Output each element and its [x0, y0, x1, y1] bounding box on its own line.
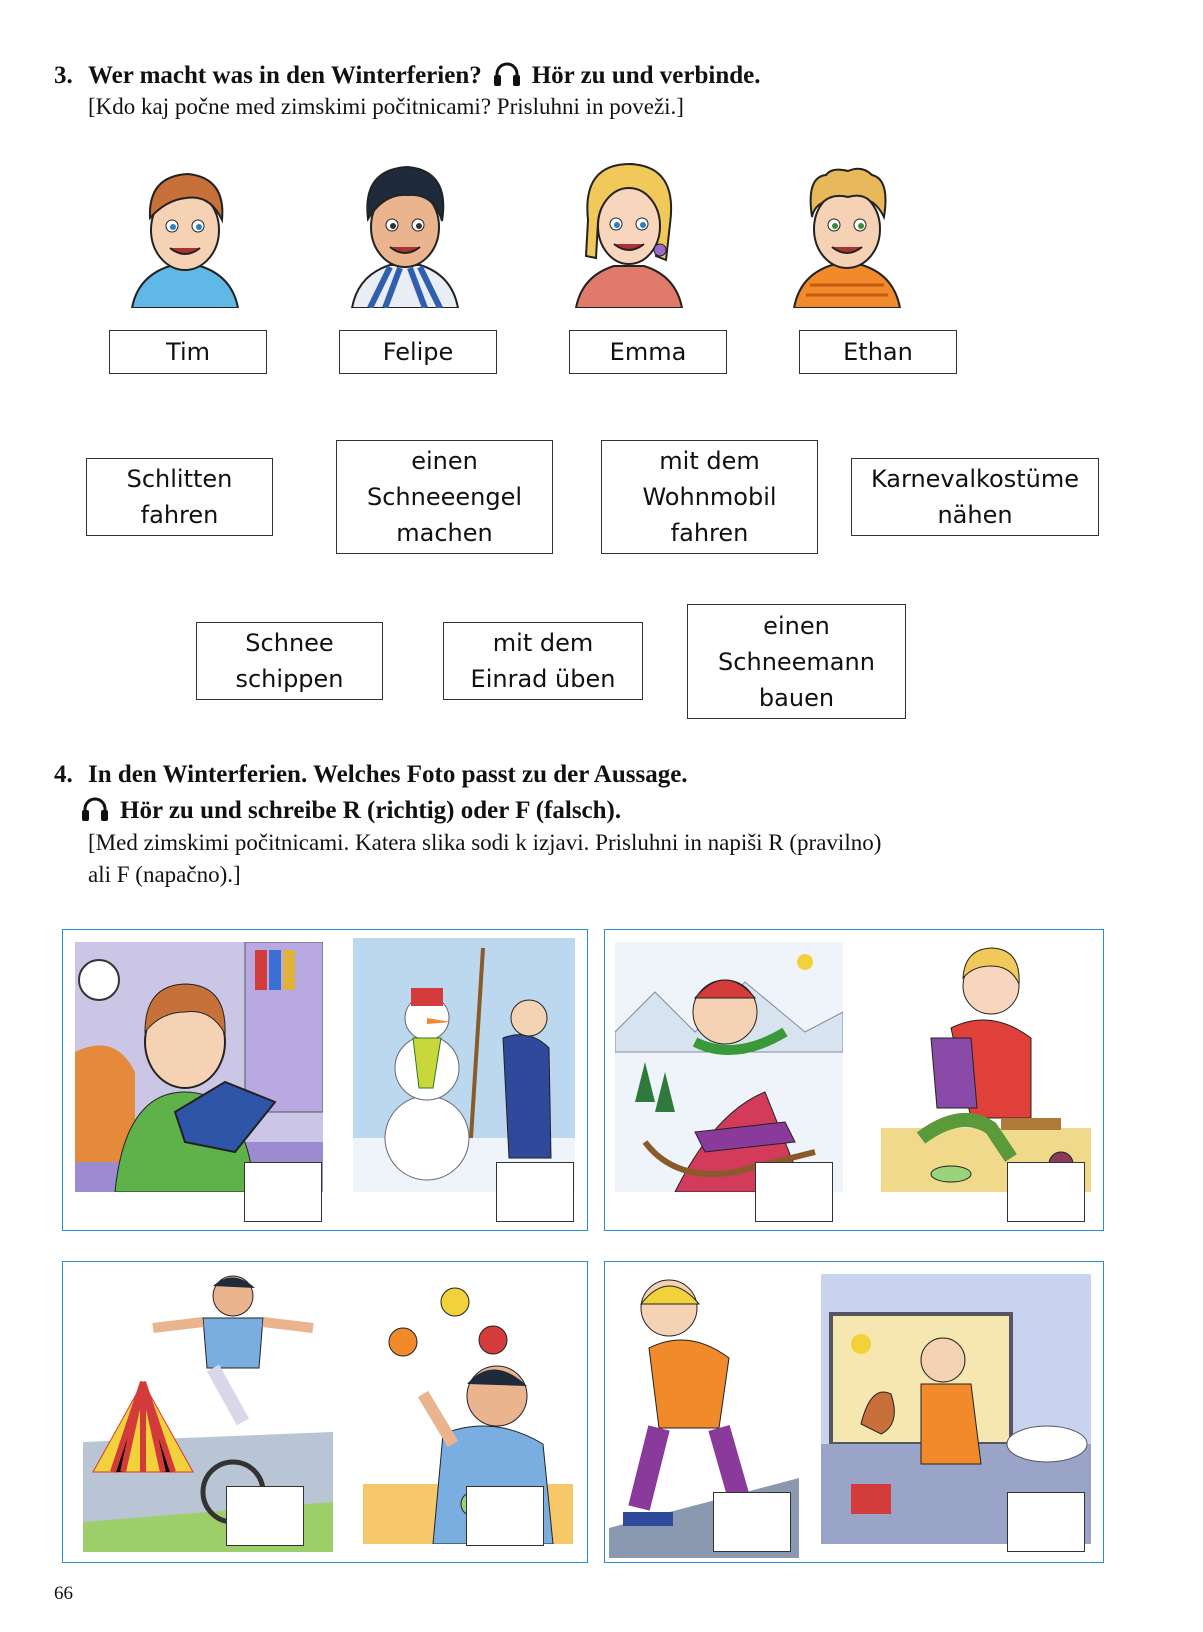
picture-panel-3	[62, 1261, 588, 1563]
answer-box-2[interactable]	[496, 1162, 574, 1222]
face-felipe	[350, 163, 460, 308]
task3-title	[54, 60, 760, 96]
answer-box-6[interactable]	[466, 1486, 544, 1546]
activity-box-wohnmobil-fahren[interactable]: mit dem Wohnmobil fahren	[601, 440, 818, 554]
face-tim	[130, 168, 240, 308]
answer-box-4[interactable]	[1007, 1162, 1085, 1222]
name-box-ethan[interactable]: Ethan	[799, 330, 957, 374]
picture-boy-reading-book	[75, 942, 323, 1192]
page-number: 66	[54, 1583, 73, 1604]
answer-box-1[interactable]	[244, 1162, 322, 1222]
picture-boy-on-sled	[615, 942, 843, 1192]
name-box-felipe[interactable]: Felipe	[339, 330, 497, 374]
task4-instruction	[80, 795, 621, 831]
task3-title-text: Wer macht was in den Winterferien?	[88, 62, 482, 89]
activity-box-karnevalkostueme-naehen[interactable]: Karnevalkostüme nähen	[851, 458, 1099, 536]
activity-box-schneemann-bauen[interactable]: einen Schneemann bauen	[687, 604, 906, 719]
task3-translation: [Kdo kaj počne med zimskimi počitnicami? Prisluhni in poveži.]	[88, 94, 684, 119]
name-box-tim[interactable]: Tim	[109, 330, 267, 374]
activity-box-einrad-ueben[interactable]: mit dem Einrad üben	[443, 622, 643, 700]
activity-box-schnee-schippen[interactable]: Schnee schippen	[196, 622, 383, 700]
task4-translation-line1: [Med zimskimi počitnicami. Katera slika sodi k izjavi. Prisluhni in napiši R (pravilno)	[88, 830, 882, 855]
answer-box-7[interactable]	[713, 1492, 791, 1552]
task4-instruction-text: Hör zu und schreibe R (richtig) oder F (falsch).	[120, 797, 622, 824]
headphones-icon	[80, 795, 110, 831]
picture-girl-knitting	[881, 938, 1091, 1192]
task4-title	[54, 760, 688, 790]
picture-panel-1	[62, 929, 588, 1231]
headphones-icon	[492, 60, 522, 96]
answer-box-8[interactable]	[1007, 1492, 1085, 1552]
face-ethan	[792, 165, 902, 308]
face-emma	[574, 160, 684, 308]
answer-box-3[interactable]	[755, 1162, 833, 1222]
activity-box-schneeengel-machen[interactable]: einen Schneeengel machen	[336, 440, 553, 554]
picture-panel-2	[604, 929, 1104, 1231]
answer-box-5[interactable]	[226, 1486, 304, 1546]
task3-instruction: Hör zu und verbinde.	[531, 62, 761, 89]
task3-number: 3.	[54, 62, 73, 89]
task4-title-text: In den Winterferien. Welches Foto passt zu der Aussage.	[88, 761, 688, 788]
name-box-emma[interactable]: Emma	[569, 330, 727, 374]
task4-number: 4.	[54, 761, 73, 788]
activity-box-schlitten-fahren[interactable]: Schlitten fahren	[86, 458, 273, 536]
picture-panel-4	[604, 1261, 1104, 1563]
task4-translation-line2: ali F (napačno).]	[88, 862, 241, 887]
picture-boy-with-snowman	[353, 938, 575, 1192]
